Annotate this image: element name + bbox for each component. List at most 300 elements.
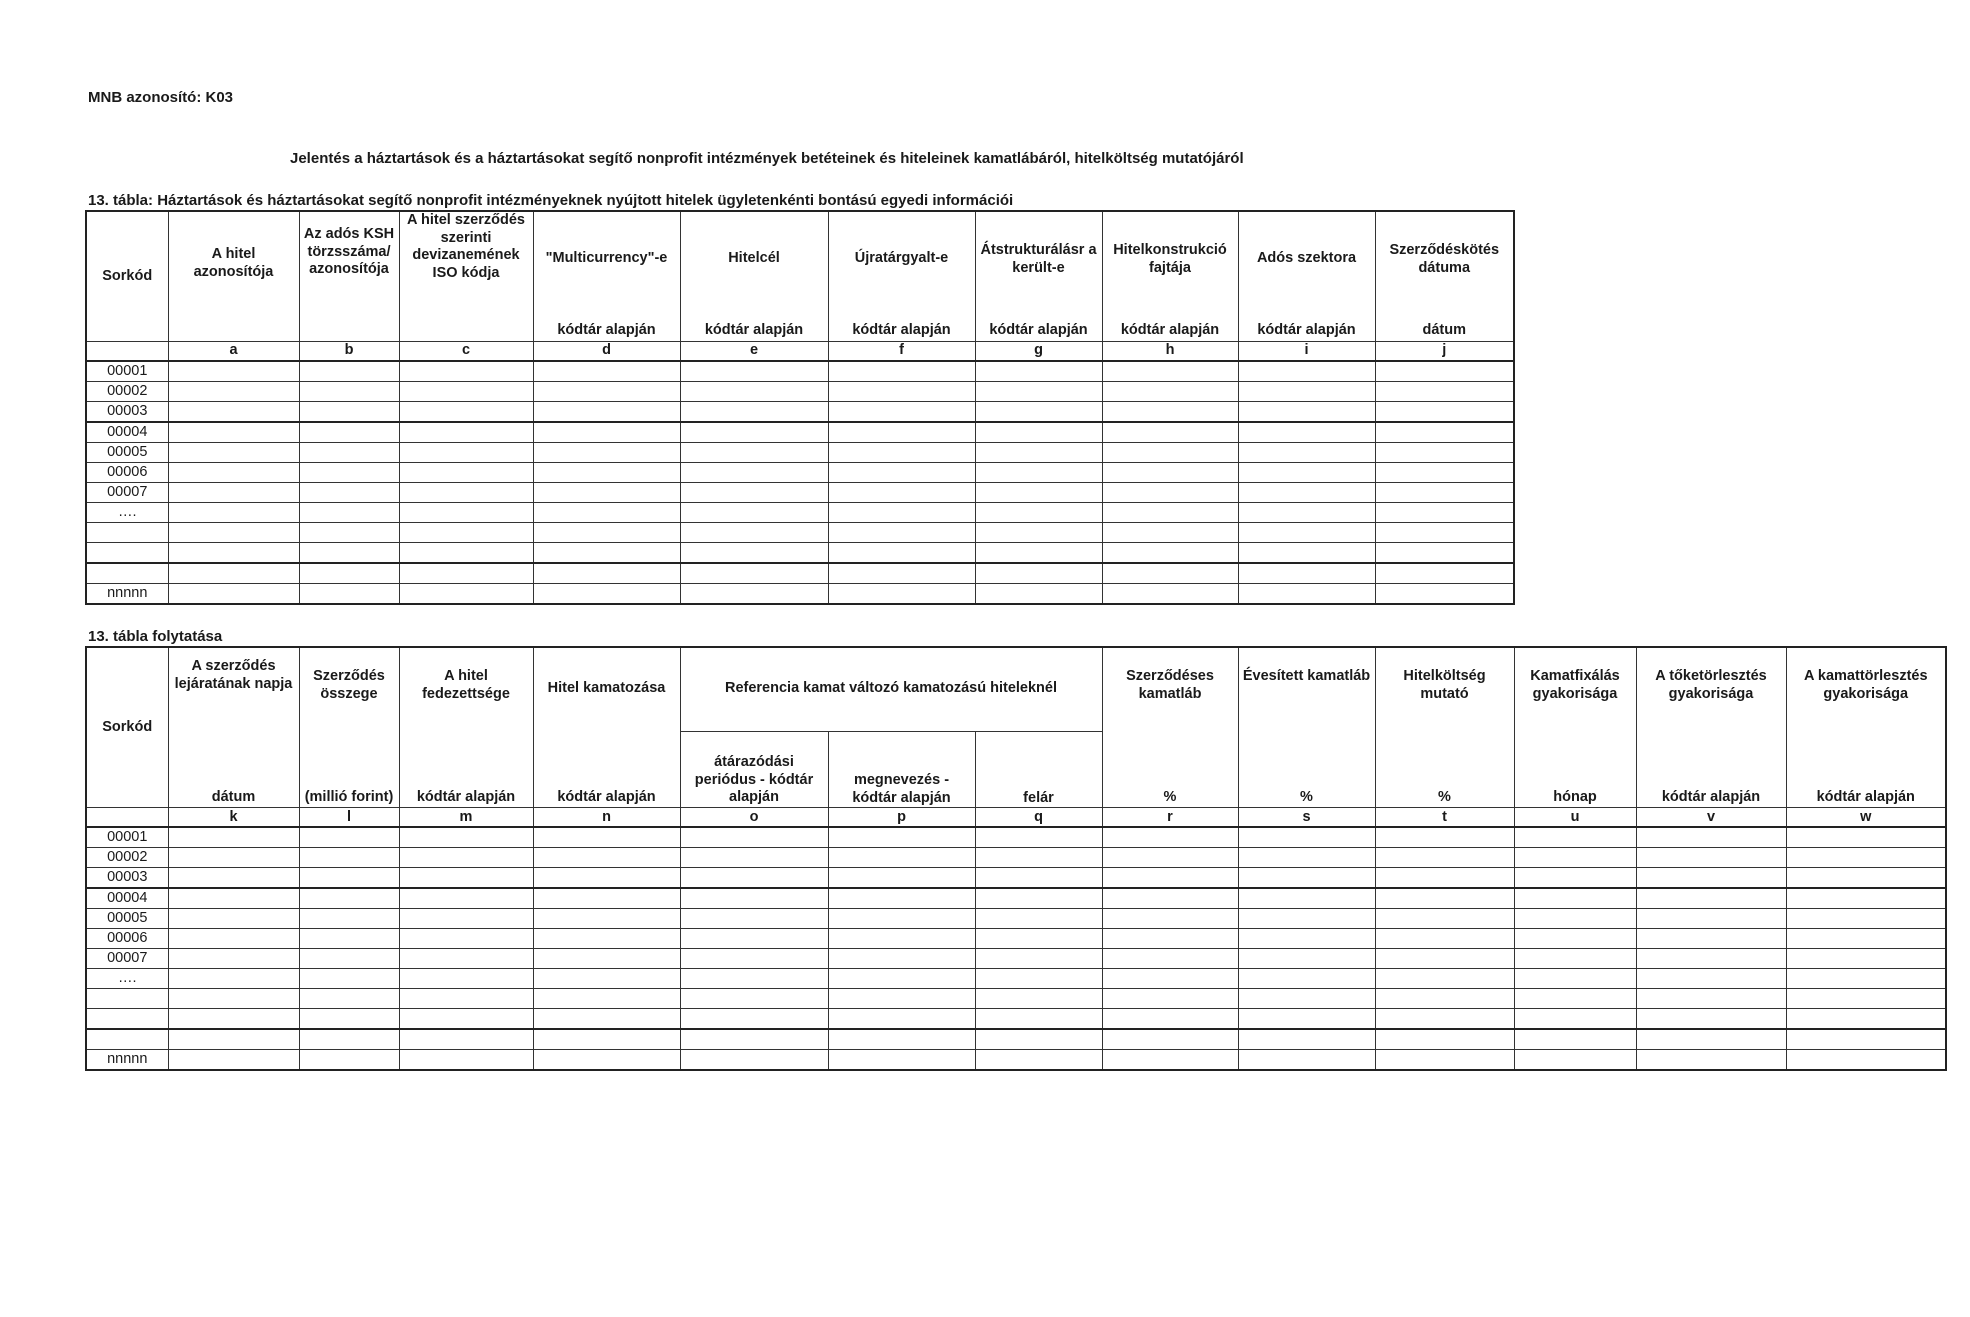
data-cell[interactable]	[1238, 523, 1375, 543]
data-cell[interactable]	[1102, 929, 1238, 949]
data-cell[interactable]	[680, 402, 828, 423]
data-cell[interactable]	[1238, 503, 1375, 523]
data-cell[interactable]	[1375, 969, 1514, 989]
data-cell[interactable]	[680, 1050, 828, 1071]
data-cell[interactable]	[975, 584, 1102, 605]
data-cell[interactable]	[1238, 929, 1375, 949]
row-code: 00001	[86, 361, 168, 382]
data-cell[interactable]	[299, 584, 399, 605]
data-cell[interactable]	[1238, 361, 1375, 382]
data-cell[interactable]	[680, 969, 828, 989]
data-cell[interactable]	[168, 1029, 299, 1050]
data-cell[interactable]	[828, 563, 975, 584]
data-cell[interactable]	[975, 827, 1102, 848]
data-cell[interactable]	[399, 1009, 533, 1030]
data-cell[interactable]	[1238, 1050, 1375, 1071]
data-cell[interactable]	[399, 888, 533, 909]
data-cell[interactable]	[168, 909, 299, 929]
data-cell[interactable]	[975, 543, 1102, 564]
data-cell[interactable]	[399, 1029, 533, 1050]
table2-col-header	[1102, 647, 1238, 808]
data-cell[interactable]	[975, 361, 1102, 382]
data-cell[interactable]	[680, 503, 828, 523]
col-letter: g	[975, 342, 1102, 362]
data-cell[interactable]	[1786, 949, 1946, 969]
data-cell[interactable]	[168, 402, 299, 423]
data-cell[interactable]	[1514, 929, 1636, 949]
data-cell[interactable]	[533, 1009, 680, 1030]
row-code: 00007	[86, 949, 168, 969]
data-cell[interactable]	[168, 584, 299, 605]
data-cell[interactable]	[299, 382, 399, 402]
data-cell[interactable]	[1238, 1029, 1375, 1050]
data-cell[interactable]	[828, 909, 975, 929]
data-cell[interactable]	[1238, 382, 1375, 402]
data-cell[interactable]	[533, 483, 680, 503]
data-cell[interactable]	[533, 888, 680, 909]
data-cell[interactable]	[1238, 543, 1375, 564]
data-cell[interactable]	[828, 361, 975, 382]
data-cell[interactable]	[168, 463, 299, 483]
data-cell[interactable]	[399, 969, 533, 989]
table2-col-header	[1238, 647, 1375, 808]
data-cell[interactable]	[299, 402, 399, 423]
row-code: 00006	[86, 463, 168, 483]
data-cell[interactable]	[299, 1009, 399, 1030]
data-cell[interactable]	[1636, 969, 1786, 989]
data-cell[interactable]	[680, 361, 828, 382]
data-cell[interactable]	[1102, 868, 1238, 889]
data-cell[interactable]	[299, 543, 399, 564]
data-cell[interactable]	[975, 888, 1102, 909]
data-cell[interactable]	[1514, 1009, 1636, 1030]
data-cell[interactable]	[168, 422, 299, 443]
data-cell[interactable]	[1636, 1009, 1786, 1030]
data-cell[interactable]	[1514, 868, 1636, 889]
data-cell[interactable]	[975, 402, 1102, 423]
data-cell[interactable]	[828, 1029, 975, 1050]
col-letter: w	[1786, 808, 1946, 828]
data-cell[interactable]	[1238, 422, 1375, 443]
data-cell[interactable]	[533, 382, 680, 402]
table1-col-header	[1375, 211, 1514, 342]
data-cell[interactable]	[975, 483, 1102, 503]
data-cell[interactable]	[1375, 888, 1514, 909]
data-cell[interactable]	[1375, 909, 1514, 929]
data-cell[interactable]	[680, 563, 828, 584]
col-title: A hitel szerződés szerinti devizanemének ISO kódja	[407, 212, 525, 282]
data-cell[interactable]	[680, 929, 828, 949]
data-cell[interactable]	[680, 463, 828, 483]
data-cell[interactable]	[168, 989, 299, 1009]
data-cell[interactable]	[1238, 402, 1375, 423]
data-cell[interactable]	[1375, 989, 1514, 1009]
data-cell[interactable]	[1102, 463, 1238, 483]
data-cell[interactable]	[1375, 929, 1514, 949]
data-cell[interactable]	[1102, 443, 1238, 463]
data-cell[interactable]	[1375, 463, 1514, 483]
data-cell[interactable]	[1636, 848, 1786, 868]
data-cell[interactable]	[975, 422, 1102, 443]
data-cell[interactable]	[1786, 888, 1946, 909]
data-cell[interactable]	[1375, 523, 1514, 543]
data-cell[interactable]	[1238, 949, 1375, 969]
data-cell[interactable]	[1514, 989, 1636, 1009]
data-cell[interactable]	[1375, 1029, 1514, 1050]
data-cell[interactable]	[1514, 848, 1636, 868]
data-cell[interactable]	[1238, 969, 1375, 989]
data-cell[interactable]	[1514, 1029, 1636, 1050]
data-cell[interactable]	[680, 1009, 828, 1030]
data-cell[interactable]	[828, 1050, 975, 1071]
data-cell[interactable]	[168, 848, 299, 868]
data-cell[interactable]	[680, 443, 828, 463]
data-cell[interactable]	[399, 503, 533, 523]
col-letter: e	[680, 342, 828, 362]
data-cell[interactable]	[828, 827, 975, 848]
data-cell[interactable]	[168, 483, 299, 503]
data-cell[interactable]	[975, 969, 1102, 989]
data-cell[interactable]	[533, 523, 680, 543]
data-cell[interactable]	[1375, 949, 1514, 969]
data-cell[interactable]	[1786, 1009, 1946, 1030]
data-cell[interactable]	[1238, 827, 1375, 848]
data-cell[interactable]	[168, 969, 299, 989]
col-letter: a	[168, 342, 299, 362]
data-cell[interactable]	[1636, 909, 1786, 929]
table-row	[86, 563, 1514, 584]
data-cell[interactable]	[299, 848, 399, 868]
data-cell[interactable]	[1102, 563, 1238, 584]
data-cell[interactable]	[299, 827, 399, 848]
data-cell[interactable]	[975, 909, 1102, 929]
data-cell[interactable]	[533, 909, 680, 929]
data-cell[interactable]	[828, 989, 975, 1009]
data-cell[interactable]	[1102, 503, 1238, 523]
data-cell[interactable]	[975, 1029, 1102, 1050]
data-cell[interactable]	[1514, 969, 1636, 989]
data-cell[interactable]	[828, 584, 975, 605]
data-cell[interactable]	[680, 848, 828, 868]
data-cell[interactable]	[1514, 949, 1636, 969]
data-cell[interactable]	[680, 422, 828, 443]
data-cell[interactable]	[1636, 989, 1786, 1009]
data-cell[interactable]	[533, 361, 680, 382]
data-cell[interactable]	[1238, 888, 1375, 909]
data-cell[interactable]	[399, 382, 533, 402]
data-cell[interactable]	[975, 563, 1102, 584]
data-cell[interactable]	[299, 929, 399, 949]
data-cell[interactable]	[680, 909, 828, 929]
data-cell[interactable]	[1636, 868, 1786, 889]
data-cell[interactable]	[1786, 868, 1946, 889]
data-cell[interactable]	[1375, 483, 1514, 503]
data-cell[interactable]	[1102, 523, 1238, 543]
data-cell[interactable]	[680, 543, 828, 564]
data-cell[interactable]	[299, 909, 399, 929]
data-cell[interactable]	[399, 361, 533, 382]
data-cell[interactable]	[975, 463, 1102, 483]
data-cell[interactable]	[1514, 827, 1636, 848]
data-cell[interactable]	[1102, 584, 1238, 605]
data-cell[interactable]	[1102, 949, 1238, 969]
data-cell[interactable]	[533, 563, 680, 584]
data-cell[interactable]	[1102, 1029, 1238, 1050]
data-cell[interactable]	[399, 929, 533, 949]
data-cell[interactable]	[168, 888, 299, 909]
data-cell[interactable]	[680, 584, 828, 605]
data-cell[interactable]	[680, 1029, 828, 1050]
data-cell[interactable]	[1636, 888, 1786, 909]
data-cell[interactable]	[1238, 1009, 1375, 1030]
data-cell[interactable]	[1375, 827, 1514, 848]
table1-col-header	[399, 211, 533, 342]
data-cell[interactable]	[975, 929, 1102, 949]
data-cell[interactable]	[299, 422, 399, 443]
data-cell[interactable]	[299, 563, 399, 584]
data-cell[interactable]	[1375, 584, 1514, 605]
data-cell[interactable]	[1102, 827, 1238, 848]
col-unit: dátum	[211, 788, 256, 805]
data-cell[interactable]	[168, 523, 299, 543]
data-cell[interactable]	[1786, 989, 1946, 1009]
data-cell[interactable]	[168, 949, 299, 969]
data-cell[interactable]	[1786, 827, 1946, 848]
table1-body	[86, 361, 1514, 604]
data-cell[interactable]	[828, 523, 975, 543]
data-cell[interactable]	[828, 1009, 975, 1030]
data-cell[interactable]	[533, 402, 680, 423]
data-cell[interactable]	[975, 523, 1102, 543]
data-cell[interactable]	[533, 827, 680, 848]
data-cell[interactable]	[1514, 888, 1636, 909]
data-cell[interactable]	[680, 523, 828, 543]
data-cell[interactable]	[1102, 969, 1238, 989]
data-cell[interactable]	[1375, 382, 1514, 402]
data-cell[interactable]	[1102, 422, 1238, 443]
data-cell[interactable]	[1786, 1029, 1946, 1050]
data-cell[interactable]	[1375, 868, 1514, 889]
data-cell[interactable]	[975, 868, 1102, 889]
data-cell[interactable]	[533, 1050, 680, 1071]
data-cell[interactable]	[399, 523, 533, 543]
data-cell[interactable]	[1102, 989, 1238, 1009]
data-cell[interactable]	[299, 503, 399, 523]
data-cell[interactable]	[533, 1029, 680, 1050]
data-cell[interactable]	[975, 949, 1102, 969]
data-cell[interactable]	[1786, 909, 1946, 929]
data-cell[interactable]	[533, 949, 680, 969]
data-cell[interactable]	[828, 483, 975, 503]
data-cell[interactable]	[1102, 888, 1238, 909]
data-cell[interactable]	[299, 463, 399, 483]
data-cell[interactable]	[1375, 563, 1514, 584]
data-cell[interactable]	[299, 949, 399, 969]
data-cell[interactable]	[1102, 543, 1238, 564]
data-cell[interactable]	[1238, 483, 1375, 503]
col-title: A hitel fedezettsége	[422, 668, 510, 702]
data-cell[interactable]	[975, 1009, 1102, 1030]
data-cell[interactable]	[1102, 1050, 1238, 1071]
data-cell[interactable]	[168, 868, 299, 889]
data-cell[interactable]	[1375, 361, 1514, 382]
data-cell[interactable]	[399, 909, 533, 929]
data-cell[interactable]	[680, 382, 828, 402]
data-cell[interactable]	[1238, 443, 1375, 463]
data-cell[interactable]	[533, 868, 680, 889]
data-cell[interactable]	[399, 584, 533, 605]
data-cell[interactable]	[533, 543, 680, 564]
data-cell[interactable]	[680, 868, 828, 889]
row-code: 00002	[86, 382, 168, 402]
data-cell[interactable]	[828, 848, 975, 868]
data-cell[interactable]	[828, 382, 975, 402]
data-cell[interactable]	[399, 848, 533, 868]
data-cell[interactable]	[1238, 989, 1375, 1009]
data-cell[interactable]	[168, 929, 299, 949]
data-cell[interactable]	[399, 402, 533, 423]
data-cell[interactable]	[399, 949, 533, 969]
data-cell[interactable]	[168, 1009, 299, 1030]
data-cell[interactable]	[299, 969, 399, 989]
data-cell[interactable]	[1238, 563, 1375, 584]
data-cell[interactable]	[1238, 868, 1375, 889]
data-cell[interactable]	[168, 503, 299, 523]
data-cell[interactable]	[1786, 1050, 1946, 1071]
data-cell[interactable]	[299, 868, 399, 889]
table-row	[86, 543, 1514, 564]
data-cell[interactable]	[399, 868, 533, 889]
data-cell[interactable]	[828, 422, 975, 443]
data-cell[interactable]	[1375, 422, 1514, 443]
data-cell[interactable]	[399, 563, 533, 584]
data-cell[interactable]	[533, 443, 680, 463]
data-cell[interactable]	[975, 848, 1102, 868]
data-cell[interactable]	[828, 949, 975, 969]
data-cell[interactable]	[1375, 1009, 1514, 1030]
data-cell[interactable]	[299, 361, 399, 382]
data-cell[interactable]	[399, 827, 533, 848]
data-cell[interactable]	[399, 543, 533, 564]
data-cell[interactable]	[533, 503, 680, 523]
data-cell[interactable]	[1102, 1009, 1238, 1030]
col-title: Hitelcél	[728, 250, 780, 266]
data-cell[interactable]	[399, 989, 533, 1009]
data-cell[interactable]	[168, 382, 299, 402]
data-cell[interactable]	[299, 1050, 399, 1071]
data-cell[interactable]	[828, 443, 975, 463]
data-cell[interactable]	[299, 888, 399, 909]
data-cell[interactable]	[828, 888, 975, 909]
data-cell[interactable]	[168, 361, 299, 382]
data-cell[interactable]	[1636, 1050, 1786, 1071]
data-cell[interactable]	[680, 827, 828, 848]
data-cell[interactable]	[1375, 848, 1514, 868]
data-cell[interactable]	[680, 888, 828, 909]
data-cell[interactable]	[533, 584, 680, 605]
data-cell[interactable]	[1375, 1050, 1514, 1071]
data-cell[interactable]	[399, 483, 533, 503]
data-cell[interactable]	[680, 989, 828, 1009]
data-cell[interactable]	[1786, 929, 1946, 949]
data-cell[interactable]	[168, 827, 299, 848]
data-cell[interactable]	[1375, 503, 1514, 523]
data-cell[interactable]	[1636, 949, 1786, 969]
data-cell[interactable]	[1636, 1029, 1786, 1050]
data-cell[interactable]	[828, 543, 975, 564]
data-cell[interactable]	[828, 463, 975, 483]
data-cell[interactable]	[1102, 361, 1238, 382]
data-cell[interactable]	[399, 422, 533, 443]
data-cell[interactable]	[1375, 443, 1514, 463]
col-title: Évesített kamatláb	[1242, 668, 1371, 684]
row-code: 00004	[86, 422, 168, 443]
data-cell[interactable]	[1514, 909, 1636, 929]
data-cell[interactable]	[1102, 848, 1238, 868]
data-cell[interactable]	[828, 402, 975, 423]
data-cell[interactable]	[533, 929, 680, 949]
data-cell[interactable]	[1375, 402, 1514, 423]
data-cell[interactable]	[299, 483, 399, 503]
data-cell[interactable]	[1102, 402, 1238, 423]
data-cell[interactable]	[1375, 543, 1514, 564]
data-cell[interactable]	[1238, 584, 1375, 605]
data-cell[interactable]	[828, 868, 975, 889]
data-cell[interactable]	[1636, 827, 1786, 848]
data-cell[interactable]	[1238, 463, 1375, 483]
data-cell[interactable]	[1636, 929, 1786, 949]
row-code: 00003	[86, 402, 168, 423]
data-cell[interactable]	[1102, 909, 1238, 929]
data-cell[interactable]	[299, 443, 399, 463]
data-cell[interactable]	[299, 1029, 399, 1050]
data-cell[interactable]	[1786, 848, 1946, 868]
data-cell[interactable]	[168, 563, 299, 584]
data-cell[interactable]	[680, 483, 828, 503]
data-cell[interactable]	[533, 969, 680, 989]
data-cell[interactable]	[680, 949, 828, 969]
data-cell[interactable]	[399, 463, 533, 483]
data-cell[interactable]	[975, 989, 1102, 1009]
data-cell[interactable]	[168, 1050, 299, 1071]
data-cell[interactable]	[1102, 382, 1238, 402]
data-cell[interactable]	[1102, 483, 1238, 503]
data-cell[interactable]	[533, 848, 680, 868]
data-cell[interactable]	[828, 969, 975, 989]
data-cell[interactable]	[533, 989, 680, 1009]
data-cell[interactable]	[1786, 969, 1946, 989]
data-cell[interactable]	[975, 1050, 1102, 1071]
data-cell[interactable]	[1514, 1050, 1636, 1071]
data-cell[interactable]	[168, 543, 299, 564]
table-row	[86, 868, 1946, 889]
data-cell[interactable]	[533, 463, 680, 483]
data-cell[interactable]	[828, 503, 975, 523]
data-cell[interactable]	[399, 1050, 533, 1071]
data-cell[interactable]	[828, 929, 975, 949]
data-cell[interactable]	[299, 989, 399, 1009]
data-cell[interactable]	[299, 523, 399, 543]
data-cell[interactable]	[533, 422, 680, 443]
data-cell[interactable]	[1238, 848, 1375, 868]
data-cell[interactable]	[399, 443, 533, 463]
data-cell[interactable]	[1238, 909, 1375, 929]
data-cell[interactable]	[168, 443, 299, 463]
row-code: 00006	[86, 929, 168, 949]
data-cell[interactable]	[975, 443, 1102, 463]
data-cell[interactable]	[975, 503, 1102, 523]
data-cell[interactable]	[975, 382, 1102, 402]
